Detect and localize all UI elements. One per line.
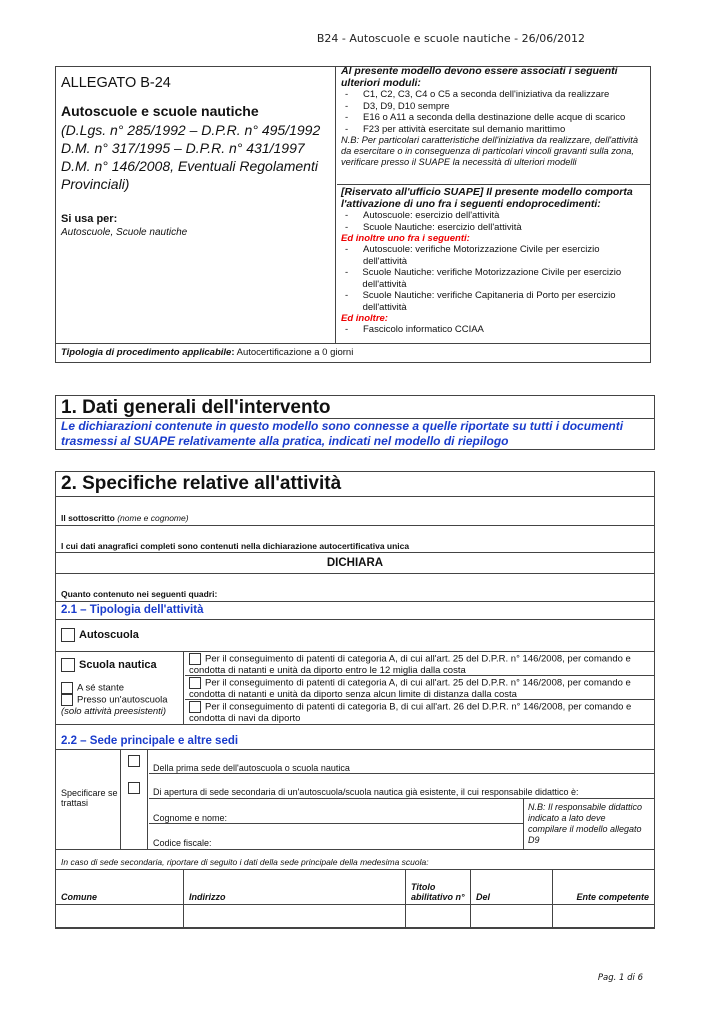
inoltre-label-2: Ed inoltre: [341, 313, 388, 324]
section-1 [55, 395, 655, 450]
page-header: B24 - Autoscuole e scuole nautiche - 26/06/2012 [316, 32, 585, 45]
section-1-title: 1. Dati generali dell'intervento [56, 396, 654, 419]
riservato-title: [Riservato all'ufficio SUAPE] Il presente modello comporta l'attivazione di uno fra i seguenti endoprocedimenti: [341, 186, 633, 210]
list-item: - Scuole Nautiche: verifiche Motorizzazione Civile per esercizio dell'attività [345, 267, 622, 290]
anagrafici-text: I cui dati anagrafici completi sono contenuti nella dichiarazione autocertificativa unica [56, 525, 654, 552]
quanto-text: Quanto contenuto nei seguenti quadri: [56, 573, 654, 601]
list-item: - E16 o A11 a seconda della destinazione delle acque di scarico [345, 112, 626, 123]
specificare-label: Specificare se trattasi [61, 788, 118, 808]
section-2-2-title: 2.2 – Sede principale e altre sedi [56, 724, 654, 749]
dichiara-heading: DICHIARA [56, 552, 654, 573]
section-2-title: 2. Specifiche relative all'attività [61, 473, 342, 494]
section-2 [55, 471, 655, 928]
a-se-stante-checkbox[interactable] [61, 682, 73, 694]
cell-ente[interactable] [553, 905, 655, 929]
cell-comune[interactable] [56, 905, 184, 929]
col-comune: Comune [56, 870, 184, 905]
autoscuola-checkbox[interactable] [61, 628, 75, 642]
in-caso-text: In caso di sede secondaria, riportare di seguito i dati della sede principale della medesima scuola: [56, 849, 654, 869]
col-del: Del [471, 870, 553, 905]
cell-indirizzo[interactable] [184, 905, 406, 929]
col-ente: Ente competente [553, 870, 655, 905]
scuola-nautica-option[interactable]: Scuola nautica [61, 658, 178, 672]
section-2-1-title: 2.1 – Tipologia dell'attività [56, 601, 654, 619]
patente-option[interactable]: Per il conseguimento di patenti di categoria B, di cui all'art. 26 del D.P.R. n° 146/2008, per comando e condotta di navi da diporto [189, 701, 632, 724]
allegato-box: ALLEGATO B-24 Autoscuole e scuole nautiche (D.Lgs. n° 285/1992 – D.P.R. n° 495/1992 D.M. n° 317/1995 – D.P.R. n° 431/1997 D.M. n° 146/2008, Eventuali Regolamenti Provinciali) Si usa per: Autoscuole, Scuole nautiche Al presente modello devono essere associati i seguenti ulteriori moduli: - C1, C2, C3, C4 o C5 a seconda dell'iniziativa da realizzare - D3, D9, D10 sempre - E16 o A11 a seconda della destinazione delle acque di scarico - F23 per attività esercitate sul demanio marittimo N.B: Per particolari caratteristiche dell'iniziativa da realizzare, dell'attività da esercitare o in conseguenza di particolari vincoli gravanti sulla zona, verificare presso il SUAPE la necessità di ulteriori modelli [Riservato all'ufficio SUAPE] Il presente modello comporta l'attivazione di uno fra i seguenti endoprocedimenti: - Autoscuole: esercizio dell'attività - Scuole Nautiche: esercizio dell'attività Ed inoltre uno fra i seguenti: - Autoscuole: verifiche Motorizzazione Civile per esercizio dell'attività - Scuole Nautiche: verifiche Motorizzazione Civile per esercizio dell'attività - Scuole Nautiche: verifiche Capitaneria di Porto per esercizio dell'attività Ed inoltre: - Fascicolo informatico CCIAA Tipologia di procedimento applicabile: Autocertificazione a 0 giorni [55, 66, 651, 363]
cell-titolo[interactable] [406, 905, 471, 929]
moduli-nb: N.B: Per particolari caratteristiche dell'iniziativa da realizzare, dell'attività da esercitare o in conseguenza di particolari vincoli gravanti sulla zona, verificare presso il SUAPE la necessità di ulteriori modelli [341, 135, 639, 167]
sede-principale-table [55, 869, 655, 929]
autoscuola-option[interactable]: Autoscuola [56, 619, 654, 651]
responsabile-nb: N.B: Il responsabile didattico indicato a lato deve compilare il modello allegato D9 [528, 802, 643, 845]
sottoscritto-label: Il sottoscritto [61, 513, 115, 523]
sede-secondaria-checkbox[interactable] [128, 782, 140, 794]
patente-option[interactable]: Per il conseguimento di patenti di categoria A, di cui all'art. 25 del D.P.R. n° 146/2008, per comando e condotta di natanti e unità da diporto entro le 12 miglia dalla costa [185, 652, 654, 676]
list-item: - Autoscuole: verifiche Motorizzazione Civile per esercizio dell'attività [345, 244, 600, 267]
si-usa-label: Si usa per: [61, 213, 118, 225]
tipologia-value: Autocertificazione a 0 giorni [236, 347, 354, 358]
cell-del[interactable] [471, 905, 553, 929]
allegato-title: Autoscuole e scuole nautiche [61, 103, 259, 119]
inoltre-label: Ed inoltre uno fra i seguenti: [341, 233, 470, 244]
checkbox[interactable] [189, 653, 201, 665]
col-indirizzo: Indirizzo [184, 870, 406, 905]
checkbox[interactable] [189, 677, 201, 689]
allegato-code: ALLEGATO B-24 [61, 75, 171, 91]
page-footer: Pag. 1 di 6 [597, 973, 643, 983]
checkbox[interactable] [189, 701, 201, 713]
si-usa-value: Autoscuole, Scuole nautiche [61, 227, 188, 238]
allegato-refs: (D.Lgs. n° 285/1992 – D.P.R. n° 495/1992 D.M. n° 317/1995 – D.P.R. n° 431/1997 D.M. n° 146/2008, Eventuali Regolamenti Provinciali) [61, 122, 321, 192]
list-item: - Scuole Nautiche: verifiche Capitaneria di Porto per esercizio dell'attività [345, 290, 616, 313]
patente-option[interactable]: Per il conseguimento di patenti di categoria A, di cui all'art. 25 del D.P.R. n° 146/2008, per comando e condotta di natanti e unità da diporto senza alcun limite di distanza dalla costa [185, 676, 654, 700]
list-item: - D3, D9, D10 sempre [345, 100, 450, 112]
a-se-stante-option[interactable]: A sé stante [61, 682, 178, 694]
sottoscritto-hint: (nome e cognome) [117, 513, 189, 523]
prima-sede-checkbox[interactable] [128, 755, 140, 767]
list-item: - C1, C2, C3, C4 o C5 a seconda dell'iniziativa da realizzare [345, 89, 610, 100]
list-item: - Fascicolo informatico CCIAA [345, 324, 484, 335]
section-1-subtitle: Le dichiarazioni contenute in questo modello sono connesse a quelle riportate su tutti i documenti trasmessi al SUAPE relativamente alla pratica, indicati nel modello di riepilogo [61, 419, 624, 448]
scuola-nautica-checkbox[interactable] [61, 658, 75, 672]
col-titolo: Titolo abilitativo n° [406, 870, 471, 905]
sede-secondaria-text: Di apertura di sede secondaria di un'autoscuola/scuola nautica già esistente, il cui responsabile didattico è: [149, 774, 654, 799]
tipologia-label: Tipologia di procedimento applicabile [61, 347, 232, 358]
presso-checkbox[interactable] [61, 694, 73, 706]
codice-fiscale-field[interactable]: Codice fiscale: [149, 824, 524, 849]
list-item: - Autoscuole: esercizio dell'attività [345, 210, 500, 221]
prima-sede-text: Della prima sede dell'autoscuola o scuola nautica [149, 750, 654, 774]
presso-autoscuola-option[interactable]: Presso un'autoscuola [61, 694, 178, 706]
list-item: - Scuole Nautiche: esercizio dell'attività [345, 221, 522, 233]
cognome-field[interactable]: Cognome e nome: [149, 799, 524, 824]
list-item: - F23 per attività esercitate sul demanio marittimo [345, 123, 566, 135]
solo-preesistenti-note: (solo attività preesistenti) [61, 706, 167, 717]
moduli-title: Al presente modello devono essere associati i seguenti ulteriori moduli: [341, 67, 618, 89]
